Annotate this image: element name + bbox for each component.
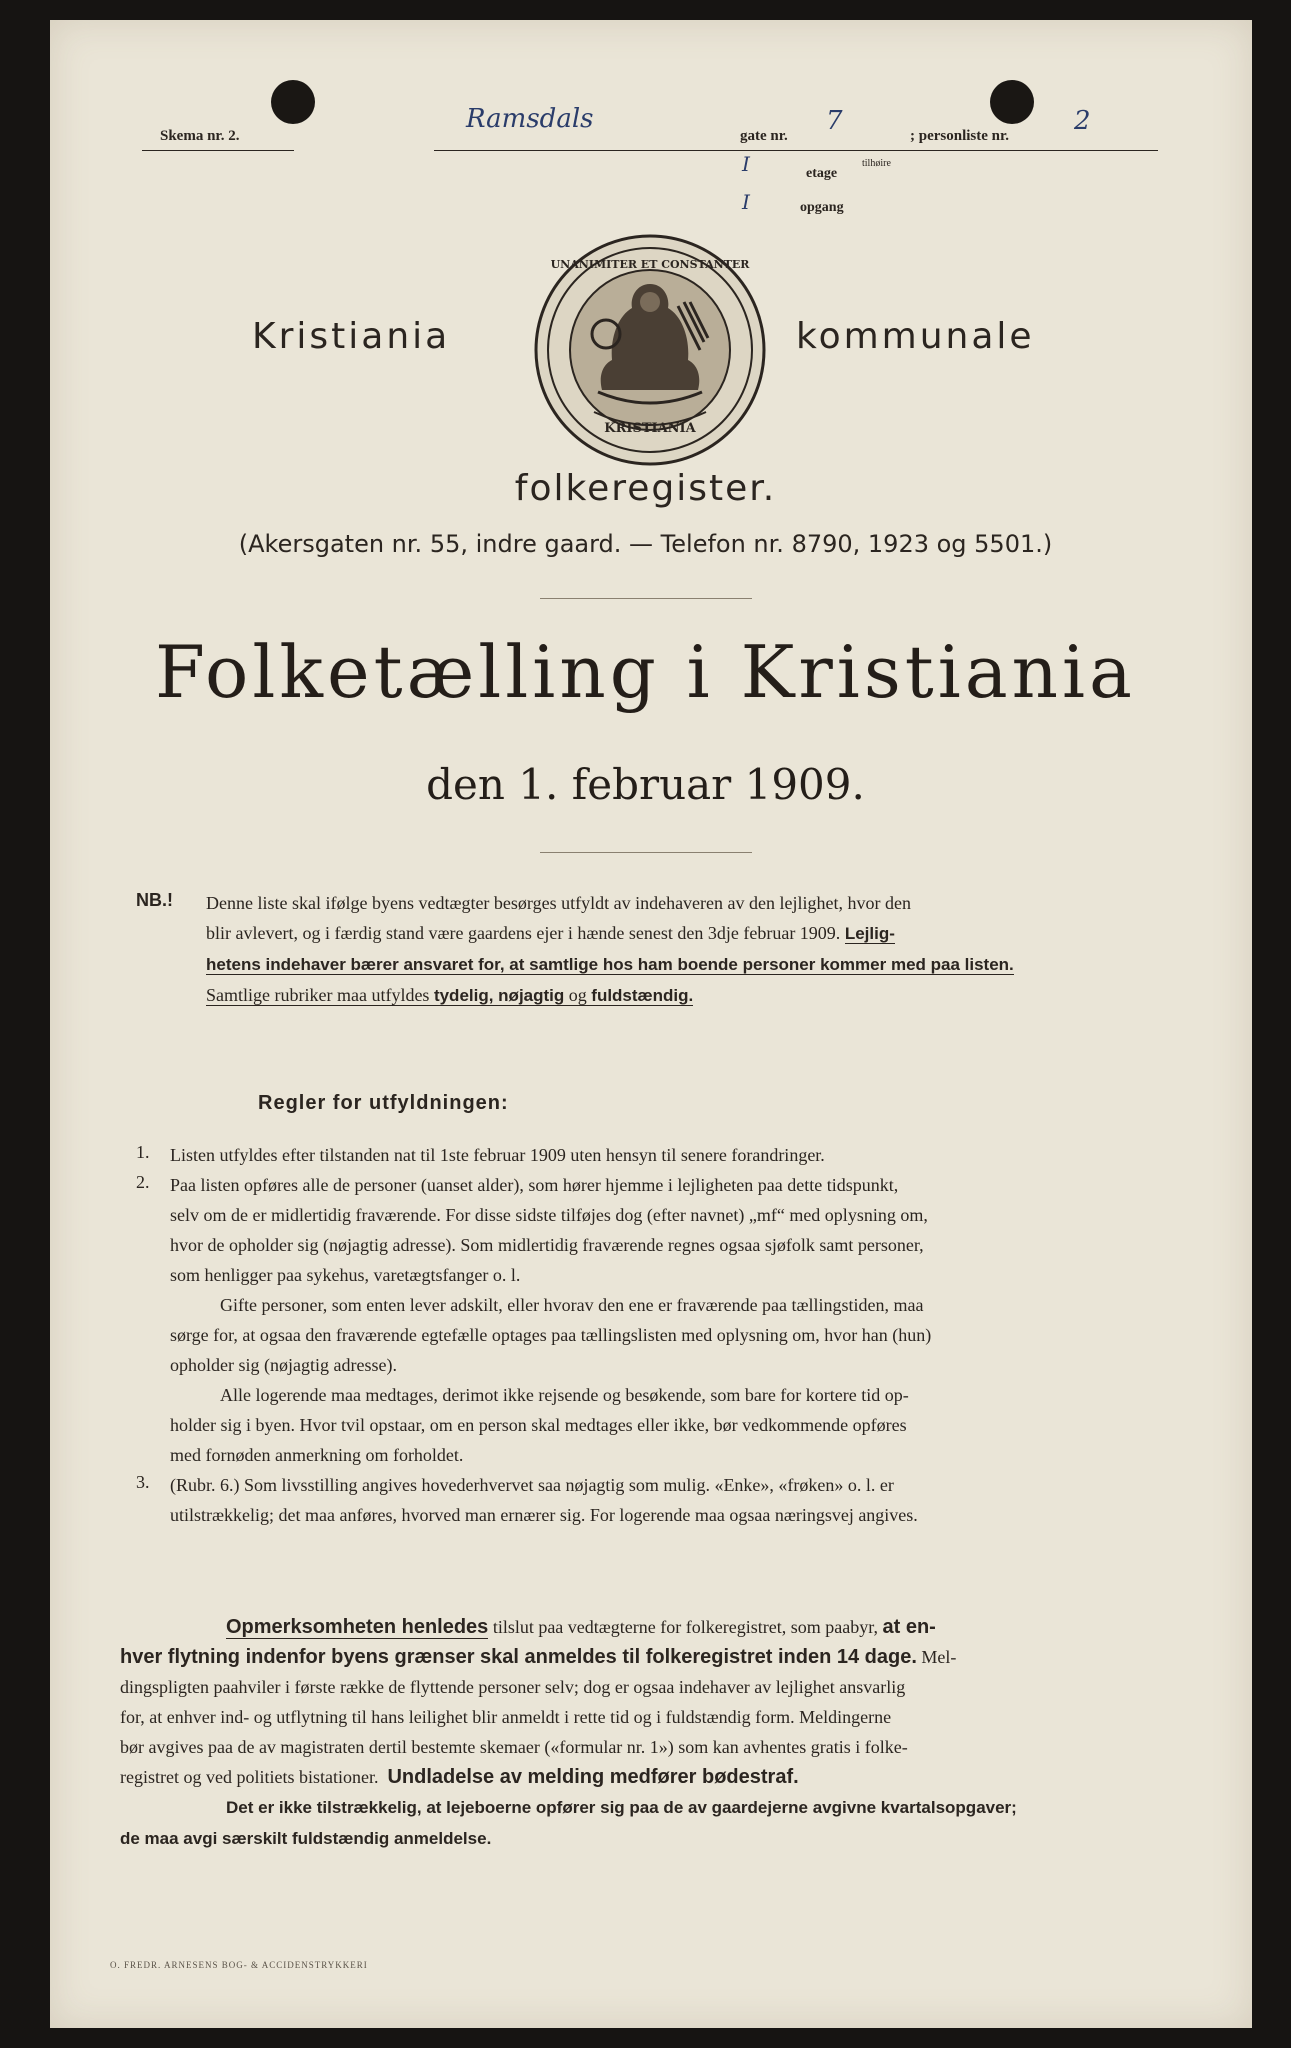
notice-line <box>120 1792 1166 1823</box>
notice-paragraph <box>120 1612 1166 1854</box>
printer-imprint: O. FREDR. ARNESENS BOG- & ACCIDENSTRYKKERI <box>110 1960 368 1970</box>
nb-line-text: og <box>568 985 587 1005</box>
nb-line <box>206 949 1166 980</box>
notice-line <box>120 1823 1166 1854</box>
opgang-value-handwritten: I <box>742 190 750 214</box>
rule-number: 3. <box>136 1472 150 1492</box>
rule-line: hvor de opholder sig (nøjagtig adresse). Som midlertidig fraværende regnes ogsaa sjøfolk samt personer, <box>170 1235 924 1255</box>
rule-line: holder sig i byen. Hvor tvil opstaar, om en person skal medtages eller ikke, bør vedkommende opføres <box>170 1415 907 1435</box>
notice-bold: de maa avgi særskilt fuldstændig anmeldelse. <box>120 1829 492 1848</box>
notice-line: dingspligten paahviler i første række de flyttende personer selv; dog er ogsaa indehaver av lejlighet ansvarlig <box>120 1677 906 1697</box>
nb-line-text: Samtlige rubriker maa utfyldes <box>206 985 430 1005</box>
rule-2 <box>170 1170 1166 1470</box>
notice-line: bør avgives paa de av magistraten dertil bestemte skemaer («formular nr. 1») som kan avhentes gratis i folke- <box>120 1737 908 1757</box>
gate-number-handwritten: 7 <box>826 106 843 136</box>
nb-label: NB.! <box>136 890 173 910</box>
rules-heading: Regler for utfyldningen: <box>258 1092 509 1114</box>
nb-line <box>206 918 1166 949</box>
nb-paragraph <box>206 888 1166 1011</box>
street-name-handwritten: Ramsdals <box>466 104 594 134</box>
etage-value-handwritten: I <box>742 152 750 176</box>
org-left: Kristiania <box>252 316 451 357</box>
nb-line-underlined <box>206 985 693 1006</box>
skema-label: Skema nr. 2. <box>160 128 240 144</box>
notice-text: Mel- <box>921 1647 957 1667</box>
org-right: kommunale <box>796 316 1035 357</box>
notice-bold: Undladelse av melding medfører bødestraf. <box>387 1766 799 1788</box>
rule-line: Paa listen opføres alle de personer (uanset alder), som hører hjemme i lejligheten paa dette tidspunkt, <box>170 1175 899 1195</box>
rule-line: Gifte personer, som enten lever adskilt, eller hvorav den ene er fraværende paa tællingstiden, maa <box>220 1295 924 1315</box>
nb-line: Denne liste skal ifølge byens vedtægter besørges utfyldt av indehaveren av den lejlighet, hvor den <box>206 893 911 913</box>
nb-line-bold: hetens indehaver bærer ansvaret for, at samtlige hos ham boende personer kommer med paa listen. <box>206 955 1014 974</box>
opgang-label: opgang <box>800 200 844 215</box>
register-name: folkeregister. <box>514 468 777 509</box>
header-underline <box>434 150 1158 151</box>
notice-line: for, at enhver ind- og utflytning til hans leilighet blir anmeldt i rette tid og i fuldstændig form. Meldingerne <box>120 1707 892 1727</box>
notice-emphasis: Opmerksomheten henledes <box>226 1616 489 1638</box>
notice-line <box>120 1612 1166 1642</box>
divider <box>540 852 752 853</box>
nb-line-text: blir avlevert, og i færdig stand være gaardens ejer i hænde senest den 3dje februar 1909. <box>206 923 841 943</box>
rule-line: (Rubr. 6.) Som livsstilling angives hovederhvervet saa nøjagtig som mulig. «Enke», «frøken» o. l. er <box>170 1475 894 1495</box>
notice-bold: at en- <box>882 1616 936 1638</box>
svg-text:KRISTIANIA: KRISTIANIA <box>604 421 696 436</box>
main-title: Folketælling i Kristiania <box>155 630 1136 714</box>
nb-line <box>206 980 1166 1011</box>
notice-line <box>120 1762 1166 1792</box>
nb-line-bold: Lejlig- <box>844 924 895 943</box>
notice-bold: Det er ikke tilstrækkelig, at lejeboerne opfører sig paa de av gaardejerne avgivne kvartalsopgaver; <box>226 1798 1017 1817</box>
rule-1: Listen utfyldes efter tilstanden nat til 1ste februar 1909 uten hensyn til senere forandringer. <box>170 1145 825 1165</box>
rule-line: opholder sig (nøjagtig adresse). <box>170 1355 397 1375</box>
skema-underline <box>142 150 294 151</box>
notice-text: registret og ved politiets bistationer. <box>120 1767 379 1787</box>
notice-bold: hver flytning indenfor byens grænser skal anmeldes til folkeregistret inden 14 dage. <box>120 1646 917 1668</box>
notice-line <box>120 1642 1166 1672</box>
gate-label: gate nr. <box>740 128 788 144</box>
rule-line: som henligger paa sykehus, varetægtsfanger o. l. <box>170 1265 521 1285</box>
rule-3 <box>170 1470 1166 1530</box>
etage-label: etage <box>806 166 838 181</box>
punch-hole <box>990 80 1034 124</box>
side-printed: tilhøire <box>862 158 891 169</box>
rule-number: 1. <box>136 1142 150 1162</box>
notice-text: tilslut paa vedtægterne for folkeregistret, som paabyr, <box>492 1617 878 1637</box>
personliste-label: ; personliste nr. <box>910 128 1010 144</box>
rule-line: Alle logerende maa medtages, derimot ikke rejsende og besøkende, som bare for kortere tid op- <box>220 1385 909 1405</box>
rule-line: selv om de er midlertidig fraværende. For disse sidste tilføjes dog (efter navnet) „mf“ med oplysning om, <box>170 1205 928 1225</box>
municipal-seal <box>532 232 768 468</box>
svg-text:UNANIMITER ET CONSTANTER: UNANIMITER ET CONSTANTER <box>550 258 750 271</box>
personliste-number-handwritten: 2 <box>1074 106 1091 136</box>
nb-line-bold: fuldstændig. <box>591 986 694 1005</box>
rule-line: utilstrækkelig; det maa anføres, hvorved man ernærer sig. For logerende maa ogsaa næringsvej angives. <box>170 1505 918 1525</box>
register-address: (Akersgaten nr. 55, indre gaard. — Telefon nr. 8790, 1923 og 5501.) <box>238 530 1053 558</box>
nb-line-bold: tydelig, nøjagtig <box>433 986 565 1005</box>
punch-hole <box>271 80 315 124</box>
census-date: den 1. februar 1909. <box>426 760 865 809</box>
rule-line: sørge for, at ogsaa den fraværende egtefælle optages paa tællingslisten med oplysning om, hvor han (hun) <box>170 1325 932 1345</box>
rule-line: med fornøden anmerkning om forholdet. <box>170 1445 464 1465</box>
divider <box>540 598 752 599</box>
rule-number: 2. <box>136 1172 150 1192</box>
